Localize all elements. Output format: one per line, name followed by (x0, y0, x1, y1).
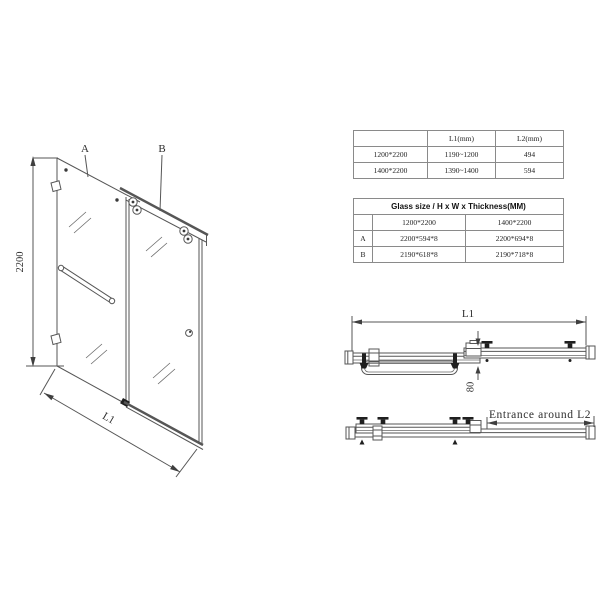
door-guide (470, 421, 481, 433)
table-cell: 494 (496, 147, 564, 163)
height-dim-text: 2200 (15, 251, 26, 273)
table-row (354, 247, 564, 263)
end-cap (345, 351, 353, 364)
roller-clamp (378, 417, 389, 424)
anchor-tick (360, 440, 365, 445)
fixed-panel-plan (345, 349, 480, 375)
table-row (354, 215, 564, 231)
table-cell: 1400*2200 (466, 215, 564, 231)
label-b: B (158, 143, 166, 155)
table-cell: 2190*618*8 (373, 247, 466, 263)
wall-clip (51, 334, 61, 345)
door-handle-knob (186, 330, 193, 337)
table-cell: 2200*594*8 (373, 231, 466, 247)
table-cell: 2190*718*8 (466, 247, 564, 263)
door-guide (466, 343, 481, 356)
offset-dim-text: 80 (465, 381, 477, 393)
glass-size-table (353, 198, 564, 263)
table-cell: 1390~1400 (428, 163, 496, 179)
table-cell (354, 131, 428, 147)
screw-dot (64, 168, 67, 171)
label-a: A (81, 143, 89, 155)
size-table (353, 130, 564, 179)
table-cell: 1400*2200 (354, 163, 428, 179)
end-cap (586, 426, 595, 439)
roller-clamp (450, 417, 461, 424)
length-dim-text: L1 (100, 410, 117, 427)
table-cell: 2200*694*8 (466, 231, 564, 247)
entrance-dim-text: Entrance around L2 (488, 409, 592, 421)
table-row (354, 147, 564, 163)
table-cell: 1190~1200 (428, 147, 496, 163)
table-cell: B (354, 247, 373, 263)
bottom-rail (120, 398, 203, 450)
table-cell (354, 215, 373, 231)
table-row (354, 231, 564, 247)
end-cap (586, 346, 595, 359)
plan-view-open (346, 409, 595, 445)
towel-bar (58, 265, 114, 303)
plan-view-closed (345, 308, 595, 392)
end-cap (346, 427, 355, 439)
glass-table-title: Glass size / H x W x Thickness(MM) (354, 199, 564, 215)
table-cell: 1200*2200 (354, 147, 428, 163)
entrance-dimension (487, 409, 594, 429)
sliding-door-plan (464, 341, 595, 363)
table-row (354, 131, 564, 147)
plan-l1-text: L1 (461, 308, 475, 320)
table-cell: 1200*2200 (373, 215, 466, 231)
sliding-door-b (120, 188, 208, 450)
anchor-tick (453, 440, 458, 445)
table-row (354, 163, 564, 179)
wall-bracket (373, 426, 382, 440)
table-cell: L2(mm) (496, 131, 564, 147)
roller-clamp (357, 417, 368, 424)
table-cell: 594 (496, 163, 564, 179)
fixed-panel-a (51, 158, 140, 404)
table-cell: A (354, 231, 373, 247)
wall-clip (51, 181, 61, 192)
table-cell: L1(mm) (428, 131, 496, 147)
length-dimension-l1 (40, 369, 197, 477)
table-row (354, 199, 564, 215)
perspective-view (15, 143, 208, 477)
screw-dot (115, 198, 118, 201)
glass-reflection-marks (146, 237, 175, 384)
